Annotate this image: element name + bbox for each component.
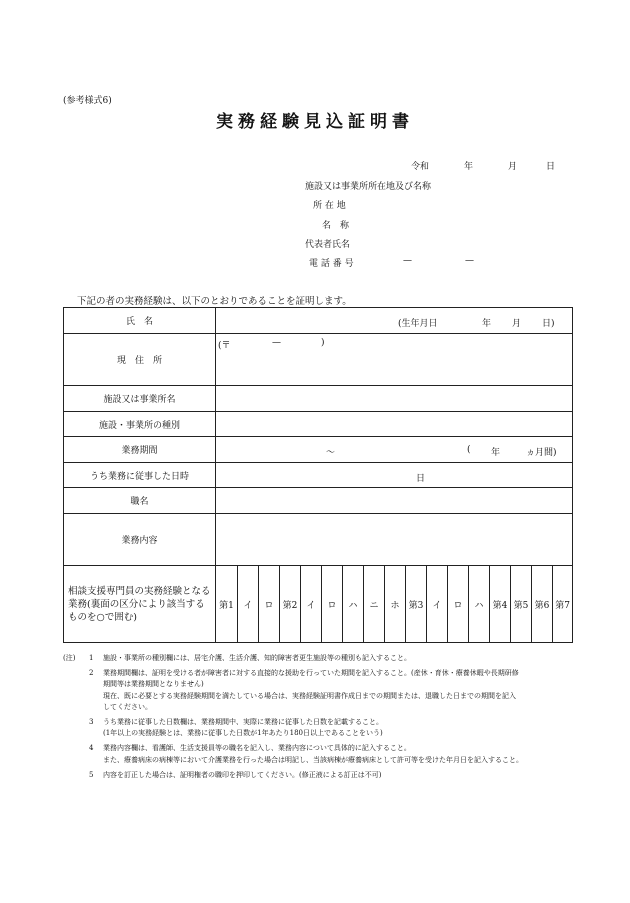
issuer-name-label: 名 称 [322,221,350,231]
page-title: 実務経験見込証明書 [216,112,414,132]
phone-dash-2: — [465,256,474,266]
note-number: 1 [89,654,94,662]
issuer-phone-label: 電 話 番 号 [309,259,354,269]
birth-month: 月 [512,319,522,329]
note-line: うち業務に従事した日数欄は、業務期間中、実際に業務に従事した日数を記載すること。 [103,718,383,727]
note-line: してください。 [103,702,152,711]
date-era: 令和 [411,162,430,172]
notes [63,653,583,781]
experience-table [63,307,573,643]
facility-type-label: 施設・事業所の種別 [64,412,216,437]
note-number: 5 [89,770,94,779]
note-line: また、療養病床の病棟等において介護業務を行った場合は明記し、当該病棟が療養病床として許可等を受けた年月日を記入すること。 [103,755,523,764]
address-label: 現 住 所 [64,334,216,386]
category-cell[interactable]: ロ [448,566,469,643]
note-line: (1年以上の実務経験とは、業務に従事した日数が1年あたり180日以上であることをいう) [103,729,383,738]
duties-label: 業務内容 [64,514,216,566]
postal-dash: — [272,338,281,348]
category-label: 相談支援専門員の実務経験となる業務(裏面の区分により該当するものを○で囲む) [64,566,216,643]
form-reference: (参考様式6) [63,96,112,106]
period-tilde: 〜 [326,448,336,458]
position-cell[interactable] [216,488,573,514]
note-item [63,653,583,664]
note-item [63,743,583,765]
days-label: うち業務に従事した日時 [64,463,216,488]
category-cell[interactable]: ロ [259,566,280,643]
issuer-address-label: 所 在 地 [313,201,346,211]
category-cell[interactable]: 第3 [406,566,427,643]
address-cell[interactable] [216,334,573,386]
period-months: ヵ月間) [526,448,557,458]
facility-name-cell[interactable] [216,386,573,412]
date-day: 日 [546,162,556,172]
category-cell[interactable]: 第6 [532,566,553,643]
birth-year: 年 [482,319,492,329]
facility-type-cell[interactable] [216,412,573,437]
category-cell[interactable]: ロ [322,566,343,643]
category-cell[interactable]: 第2 [280,566,301,643]
notes-tag: (注) [63,654,76,662]
postal-open: (〒 [218,341,231,351]
birth-label: (生年月日 [398,319,438,329]
note-number: 2 [89,669,94,678]
period-year: 年 [491,448,501,458]
category-cell[interactable]: 第5 [511,566,532,643]
period-open: ( [467,445,471,455]
days-unit: 日 [416,474,426,484]
name-cell[interactable] [216,308,573,334]
position-label: 職名 [64,488,216,514]
issuer-representative-label: 代表者氏名 [305,240,351,250]
note-line: 業務期間欄は、証明を受ける者が障害者に対する直接的な援助を行っていた期間を記入すること。(産休・育休・療養休暇や長期研修 [103,669,519,678]
category-cell[interactable]: 第7 [553,566,573,643]
period-cell[interactable] [216,437,573,463]
intro-text: 下記の者の実務経験は、以下のとおりであることを証明します。 [77,296,352,307]
days-cell[interactable] [216,463,573,488]
postal-close: ) [321,338,325,348]
category-cell[interactable]: ハ [343,566,364,643]
note-line: 内容を訂正した場合は、証明権者の職印を押印してください。(修正液による訂正は不可) [103,770,382,779]
note-line: 業務内容欄は、看護師、生活支援員等の職名を記入し、業務内容について具体的に記入すること。 [103,744,411,753]
note-number: 3 [89,718,94,727]
note-line: 施設・事業所の種別欄には、居宅介護、生活介護、知的障害者更生施設等の種別も記入すること。 [103,654,411,662]
birth-day: 日) [542,319,555,329]
period-label: 業務期間 [64,437,216,463]
duties-cell[interactable] [216,514,573,566]
category-cell[interactable]: ニ [364,566,385,643]
note-line: 現在、既に必要とする実務経験期間を満たしている場合は、実務経験証明書作成日までの期間または、退職した日までの期間を記入 [103,691,516,700]
date-year: 年 [464,162,474,172]
category-cell[interactable]: 第1 [216,566,238,643]
note-item [63,717,583,739]
category-cell[interactable]: 第4 [490,566,511,643]
issuer-facility-heading: 施設又は事業所所在地及び名称 [305,182,432,192]
note-line: 期間等は業務期間となりません) [103,680,204,689]
facility-name-label: 施設又は事業所名 [64,386,216,412]
category-cell[interactable]: イ [238,566,259,643]
date-month: 月 [508,162,518,172]
name-label: 氏 名 [64,308,216,334]
note-item [63,770,583,781]
note-number: 4 [89,744,94,753]
category-cell[interactable]: イ [301,566,322,643]
category-cell[interactable]: イ [427,566,448,643]
note-item [63,668,583,713]
category-cell[interactable]: ホ [385,566,406,643]
category-cell[interactable]: ハ [469,566,490,643]
phone-dash-1: — [403,256,412,266]
